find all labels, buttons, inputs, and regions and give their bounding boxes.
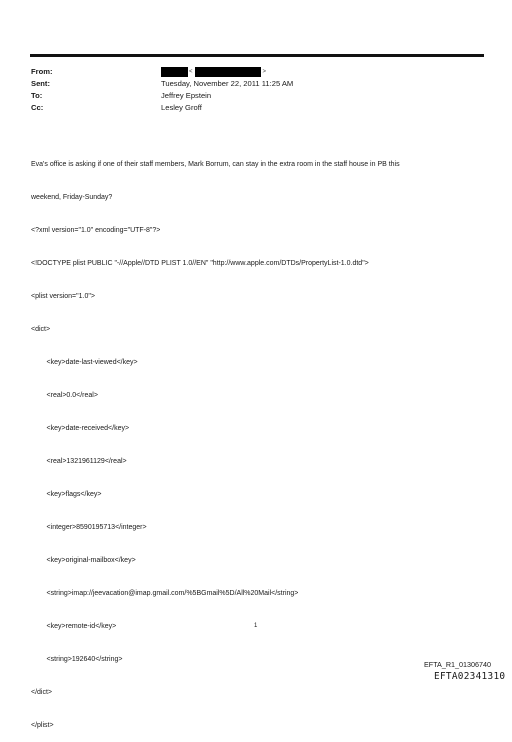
body-line: <key>date-last-viewed</key> xyxy=(31,359,138,366)
body-line: <key>date-received</key> xyxy=(31,425,130,432)
cc-value: Lesley Groff xyxy=(161,103,202,112)
redaction-bar xyxy=(195,67,261,77)
body-line: <string>imap://jeevacation@imap.gmail.com/%5BGmail%5D/All%20Mail</string> xyxy=(31,590,299,597)
header-divider xyxy=(30,54,484,57)
body-line: <dict> xyxy=(31,326,51,333)
page-number: 1 xyxy=(254,623,258,629)
body-line: <key>remote-id</key> xyxy=(31,623,117,630)
body-line: <!DOCTYPE plist PUBLIC "-//Apple//DTD PLIST 1.0//EN" "http://www.apple.com/DTDs/PropertyList-1.0.dtd"> xyxy=(31,260,369,267)
cc-label: Cc: xyxy=(31,103,44,112)
email-body xyxy=(31,137,481,742)
to-value: Jeffrey Epstein xyxy=(161,91,212,100)
body-line: </dict> xyxy=(31,689,53,696)
to-label: To: xyxy=(31,91,43,100)
document-reference-id: EFTA_R1_01306740 xyxy=(424,660,491,669)
from-label: From: xyxy=(31,67,53,76)
body-line: <string>192640</string> xyxy=(31,656,123,663)
body-line: <integer>8590195713</integer> xyxy=(31,524,147,531)
body-line: <?xml version="1.0" encoding="UTF-8"?> xyxy=(31,227,161,234)
body-line: <key>flags</key> xyxy=(31,491,102,498)
redaction-bar xyxy=(161,67,188,77)
bates-number: EFTA02341310 xyxy=(434,671,506,682)
from-value xyxy=(161,66,267,78)
body-line: <plist version="1.0"> xyxy=(31,293,95,300)
body-line: <key>original-mailbox</key> xyxy=(31,557,136,564)
sent-label: Sent: xyxy=(31,79,50,88)
body-line: weekend, Friday-Sunday? xyxy=(31,194,113,201)
body-line: <real>1321961129</real> xyxy=(31,458,127,465)
sent-value: Tuesday, November 22, 2011 11:25 AM xyxy=(161,79,294,88)
body-line: </plist> xyxy=(31,722,54,729)
close-bracket: > xyxy=(262,69,267,75)
body-line: Eva's office is asking if one of their staff members, Mark Borrum, can stay in the extra room in the staff house in PB this xyxy=(31,161,400,168)
body-line: <real>0.0</real> xyxy=(31,392,98,399)
open-bracket: < xyxy=(189,69,193,75)
